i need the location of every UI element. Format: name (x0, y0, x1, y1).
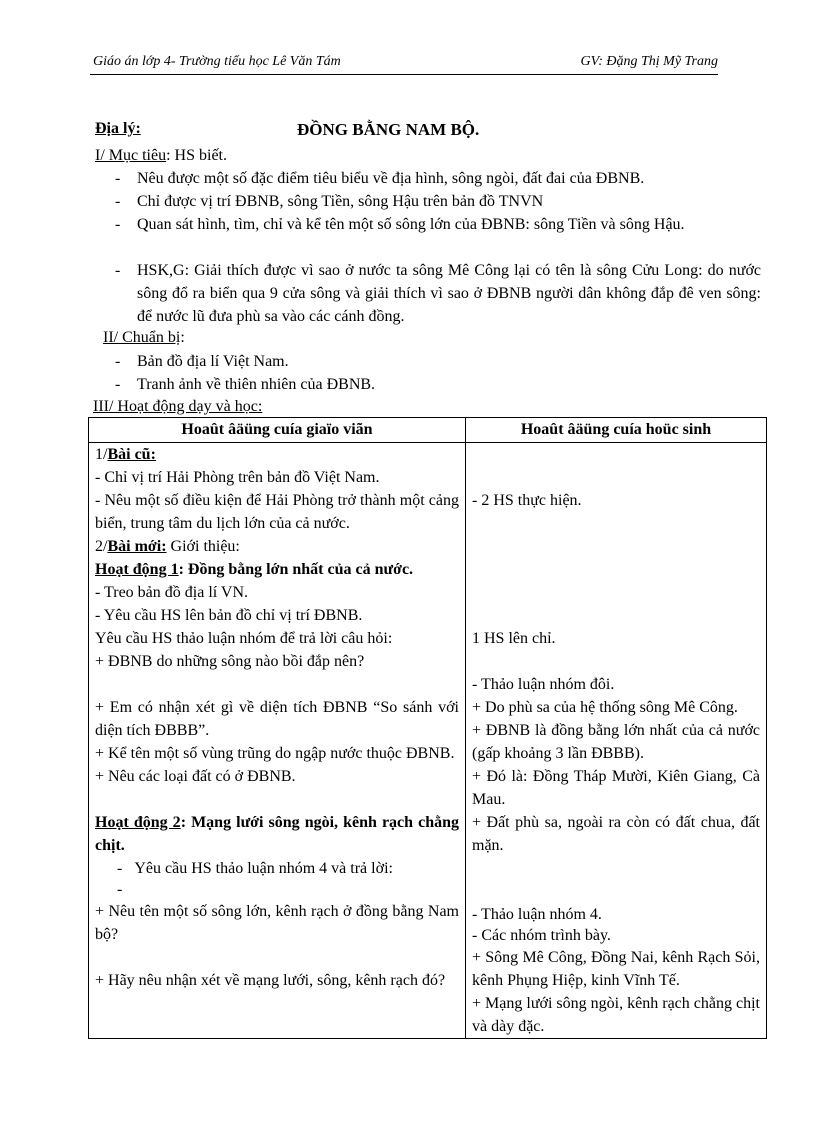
header-school: Giáo án lớp 4- Trường tiểu học Lê Văn Tám (93, 54, 341, 69)
teacher-line: - Nêu một số điều kiện để Hải Phòng trở thành một cảng biển, trung tâm du lịch lớn của cả nước. (95, 492, 459, 532)
student-line: + Mạng lưới sông ngòi, kênh rạch chằng chịt và dày đặc. (472, 995, 760, 1035)
student-line: - Thảo luận nhóm 4. (472, 906, 602, 923)
teacher-column-header: Hoaût âäüng cuía giaïo viãn (89, 418, 466, 443)
teacher-line: Yêu cầu HS thảo luận nhóm để trả lời câu hỏi: (95, 630, 393, 647)
lesson-title: ĐỒNG BẰNG NAM BỘ. (297, 120, 480, 139)
activities-heading (93, 396, 262, 418)
student-line: + ĐBNB là đồng bằng lớn nhất của cả nước (gấp khoảng 3 lần ĐBBB). (472, 722, 760, 762)
teacher-line: + Nêu các loại đất có ở ĐBNB. (95, 768, 296, 785)
objectives-heading (95, 145, 227, 167)
preparation-suffix: : (180, 329, 185, 346)
teacher-line: - (117, 881, 123, 898)
page-header (90, 52, 718, 75)
preparation-text: Tranh ảnh về thiên nhiên của ĐBNB. (137, 376, 376, 393)
new-lesson-heading: 2/Bài mới: Giới thiệu: (95, 538, 240, 555)
student-line: - Các nhóm trình bày. (472, 927, 611, 944)
table-row (89, 443, 767, 1039)
objective-text: Quan sát hình, tìm, chỉ và kể tên một số sông lớn của ĐBNB: sông Tiền và sông Hậu. (137, 216, 685, 233)
student-activities (466, 443, 767, 1039)
student-line: 1 HS lên chỉ. (472, 630, 556, 647)
activity-2-heading: Hoạt động 2: Mạng lưới sông ngòi, kênh rạch chằng chịt. (95, 814, 459, 854)
objective-item: - HSK,G: Giải thích được vì sao ở nước ta sông Mê Công lại có tên là sông Cửu Long: do nước sông đổ ra biển qua 9 cửa sông và giải thích vì sao ở ĐBNB người dân không đắp đê ven sông: để nước lũ đưa phù sa vào các cánh đồng. (115, 259, 761, 328)
header-teacher: GV: Đặng Thị Mỹ Trang (580, 54, 718, 69)
preparation-item: - Bản đồ địa lí Việt Nam. (115, 350, 761, 373)
student-line: + Đó là: Đồng Tháp Mười, Kiên Giang, Cà Mau. (472, 768, 760, 808)
objective-text: Nêu được một số đặc điểm tiêu biểu về địa hình, sông ngòi, đất đai của ĐBNB. (137, 170, 645, 187)
activities-table (88, 417, 767, 1039)
teacher-line: + Nêu tên một số sông lớn, kênh rạch ở đồng bằng Nam bộ? (95, 903, 459, 943)
student-column-header: Hoaût âäüng cuía hoüc sinh (466, 418, 767, 443)
title-row (95, 120, 765, 144)
objectives-label: I/ Mục tiêu (95, 147, 167, 164)
teacher-line: - Chỉ vị trí Hải Phòng trên bản đồ Việt Nam. (95, 469, 380, 486)
student-line: + Do phù sa của hệ thống sông Mê Công. (472, 699, 738, 716)
table-header-row (89, 418, 767, 443)
teacher-line: + Hãy nêu nhận xét về mạng lưới, sông, kênh rạch đó? (95, 972, 446, 989)
old-lesson-heading: 1/Bài cũ: (95, 446, 156, 463)
objective-item: - Nêu được một số đặc điểm tiêu biểu về địa hình, sông ngòi, đất đai của ĐBNB. (115, 167, 761, 190)
preparation-item: - Tranh ảnh về thiên nhiên của ĐBNB. (115, 373, 761, 396)
objective-item: - Chỉ được vị trí ĐBNB, sông Tiền, sông Hậu trên bản đồ TNVN (115, 190, 761, 213)
preparation-heading (103, 327, 185, 349)
subject-label: Địa lý: (95, 120, 141, 137)
teacher-line: + Em có nhận xét gì về diện tích ĐBNB “So sánh với diện tích ĐBBB”. (95, 699, 459, 739)
objective-text: HSK,G: Giải thích được vì sao ở nước ta sông Mê Công lại có tên là sông Cửu Long: do nước sông đổ ra biển qua 9 cửa sông và giải thích vì sao ở ĐBNB người dân không đắp đê ven sông: để nước lũ đưa phù sa vào các cánh đồng. (137, 262, 761, 325)
teacher-line: + ĐBNB do những sông nào bồi đắp nên? (95, 653, 365, 670)
teacher-line: - Treo bản đồ địa lí VN. (95, 584, 249, 601)
objective-item: - Quan sát hình, tìm, chỉ và kể tên một số sông lớn của ĐBNB: sông Tiền và sông Hậu. (115, 213, 761, 236)
objective-text: Chỉ được vị trí ĐBNB, sông Tiền, sông Hậu trên bản đồ TNVN (137, 193, 544, 210)
student-line: + Đất phù sa, ngoài ra còn có đất chua, đất mặn. (472, 814, 760, 854)
teacher-line: - Yêu cầu HS lên bản đồ chỉ vị trí ĐBNB. (95, 607, 363, 624)
teacher-line: + Kể tên một số vùng trũng do ngập nước thuộc ĐBNB. (95, 745, 455, 762)
preparation-text: Bản đồ địa lí Việt Nam. (137, 353, 289, 370)
activities-label: III/ Hoạt động dạy và học: (93, 398, 263, 415)
objectives-suffix: : HS biết. (166, 147, 227, 164)
student-line: - 2 HS thực hiện. (472, 492, 582, 509)
activity-1-heading: Hoạt động 1: Đồng bằng lớn nhất của cả nước. (95, 561, 414, 578)
teacher-line: - Yêu cầu HS thảo luận nhóm 4 và trả lời: (117, 860, 393, 877)
student-line: + Sông Mê Công, Đồng Nai, kênh Rạch Sỏi, kênh Phụng Hiệp, kinh Vĩnh Tế. (472, 949, 760, 989)
teacher-activities (89, 443, 466, 1039)
preparation-label: II/ Chuẩn bị (103, 329, 181, 346)
student-line: - Thảo luận nhóm đôi. (472, 676, 615, 693)
